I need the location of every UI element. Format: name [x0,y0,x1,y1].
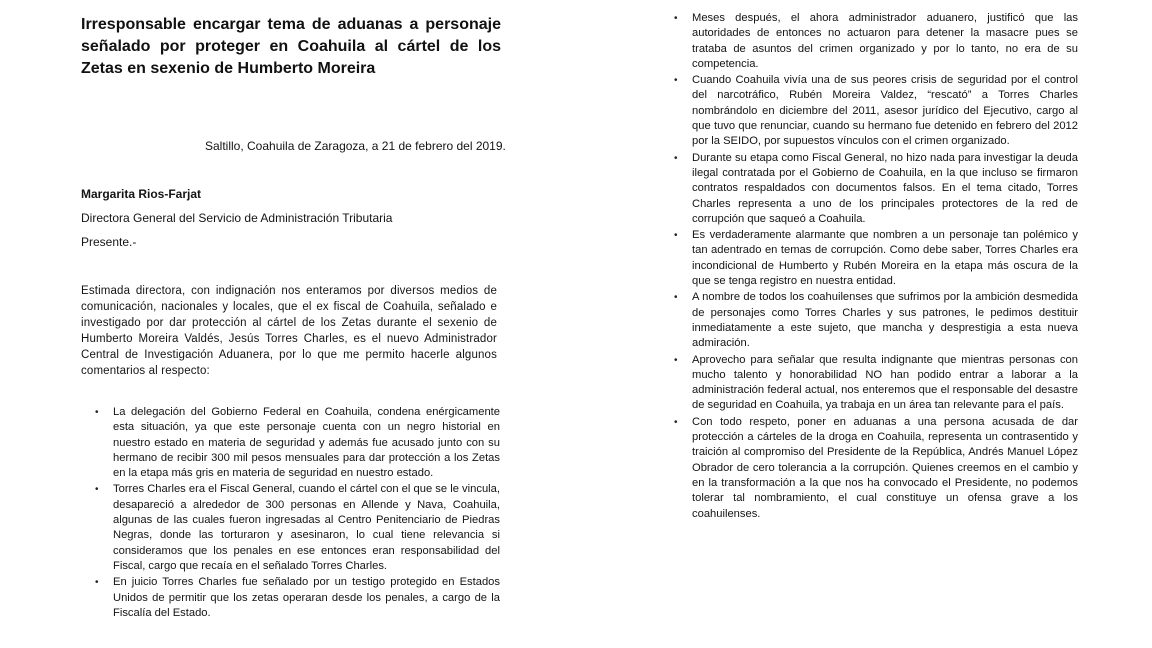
list-item [94,575,500,621]
letter-title: Irresponsable encargar tema de aduanas a personaje señalado por proteger en Coahuila al cártel de los Zetas en sexenio de Humberto Moreira [81,16,501,77]
bullet-icon: • [674,13,678,24]
list-item [673,11,1078,72]
list-item [673,353,1078,414]
list-item-text: Cuando Coahuila vivía una de sus peores crisis de seguridad por el control del narcotráfico, Rubén Moreira Valdez, “rescató” a Torres Charles nombrándolo en diciembre del 2011, asesor jurídico del Ejecutivo, cargo al que tuvo que renunciar, cuando su hermano fue detenido en febrero del 2012 por la SEIDO, por supuestos vínculos con el crimen organizado. [692,74,1078,148]
list-item-text: A nombre de todos los coahuilenses que sufrimos por la ambición desmedida de personajes como Torres Charles y sus patrones, le pedimos destituir inmediatamente a este sujeto, que mancha y desprestigia a esta nueva admiración. [692,291,1078,350]
addressee-position: Directora General del Servicio de Administración Tributaria [81,211,393,225]
list-item-text: Durante su etapa como Fiscal General, no hizo nada para investigar la deuda ilegal contratada por el Gobierno de Coahuila, en la que incluso se firmaron contratos respaldados con documentos falsos. En el tema citado, Torres Charles representa a uno de los principales protectores de la red de corrupción que saqueó a Coahuila. [692,151,1078,225]
bullet-icon: • [674,416,678,428]
bullet-icon: • [95,407,99,418]
place-date: Saltillo, Coahuila de Zaragoza, a 21 de febrero del 2019. [205,139,506,153]
list-item [673,290,1078,351]
right-bullet-list [673,11,1078,523]
list-item [673,73,1078,149]
bullet-icon: • [95,484,99,496]
list-item [94,482,500,574]
salutation: Presente.- [81,235,137,249]
list-item [673,415,1078,522]
bullet-icon: • [674,292,678,304]
list-item [673,151,1078,227]
bullet-icon: • [674,230,678,242]
list-item-text: Aprovecho para señalar que resulta indignante que mientras personas con mucho talento y honorabilidad NO han podido entrar a laborar a la administración federal actual, nos enteremos que el responsable del desastre de seguridad en Coahuila, ya trabaja en un área tan relevante para el país. [692,353,1078,412]
list-item-text: Meses después, el ahora administrador aduanero, justificó que las autoridades de entonces no actuaron para detener la masacre pues se trataba de asuntos del crimen organizado y por lo tanto, no era de su competencia. [692,12,1078,70]
bullet-icon: • [674,354,678,366]
bullet-icon: • [674,75,678,87]
list-item-text: Con todo respeto, poner en aduanas a una persona acusada de dar protección a cárteles de la droga en Coahuila, representa un contrasentido y traición al compromiso del Presidente de la República, Andrés Manuel López Obrador de cero tolerancia a la corrupción. Quienes creemos en el cambio y en la transformación a la que nos ha convocado el Presidente, no podemos tolerar tal nombramiento, el cual constituye un ofensa grave a los coahuilenses. [692,415,1078,520]
list-item-text: En juicio Torres Charles fue señalado por un testigo protegido en Estados Unidos de permitir que los zetas operaran desde los penales, a cargo de la Fiscalía del Estado. [113,576,500,619]
bullet-icon: • [95,577,99,589]
list-item [94,405,500,481]
list-item-text: Torres Charles era el Fiscal General, cuando el cártel con el que se le vincula, desapareció a alrededor de 300 personas en Allende y Nava, Coahuila, algunas de las cuales fueron ingresadas al Centro Penitenciario de Piedras Negras, donde las torturaron y asesinaron, lo cual tiene relevancia si consideramos que los penales en ese entonces eran responsabilidad del Fiscal, cargo que recaía en el señalado Torres Charles. [113,483,500,572]
addressee-name: Margarita Rios-Farjat [81,187,202,201]
bullet-icon: • [674,152,678,164]
list-item-text: Es verdaderamente alarmante que nombren a un personaje tan polémico y tan adentrado en temas de corrupción. Como debe saber, Torres Charles era incondicional de Humberto y Rubén Moreira en la etapa más oscura de la que se tenga registro en nuestra entidad. [692,229,1078,288]
intro-paragraph: Estimada directora, con indignación nos enteramos por diversos medios de comunicación, nacionales y locales, que el ex fiscal de Coahuila, señalado e investigado por dar protección al cártel de los Zetas durante el sexenio de Humberto Moreira Valdés, Jesús Torres Charles, es el nuevo Administrador Central de Investigación Aduanera, por lo que me permito hacerle algunos comentarios al respecto: [81,285,497,377]
left-bullet-list [94,405,500,622]
list-item-text: La delegación del Gobierno Federal en Coahuila, condena enérgicamente esta situación, ya que este personaje cuenta con un negro historial en nuestro estado en materia de seguridad y además fue acusado junto con su hermano de recibir 300 mil pesos mensuales para dar protección a los Zetas en la etapa más gris en materia de seguridad en nuestro estado. [113,406,500,480]
list-item [673,228,1078,289]
